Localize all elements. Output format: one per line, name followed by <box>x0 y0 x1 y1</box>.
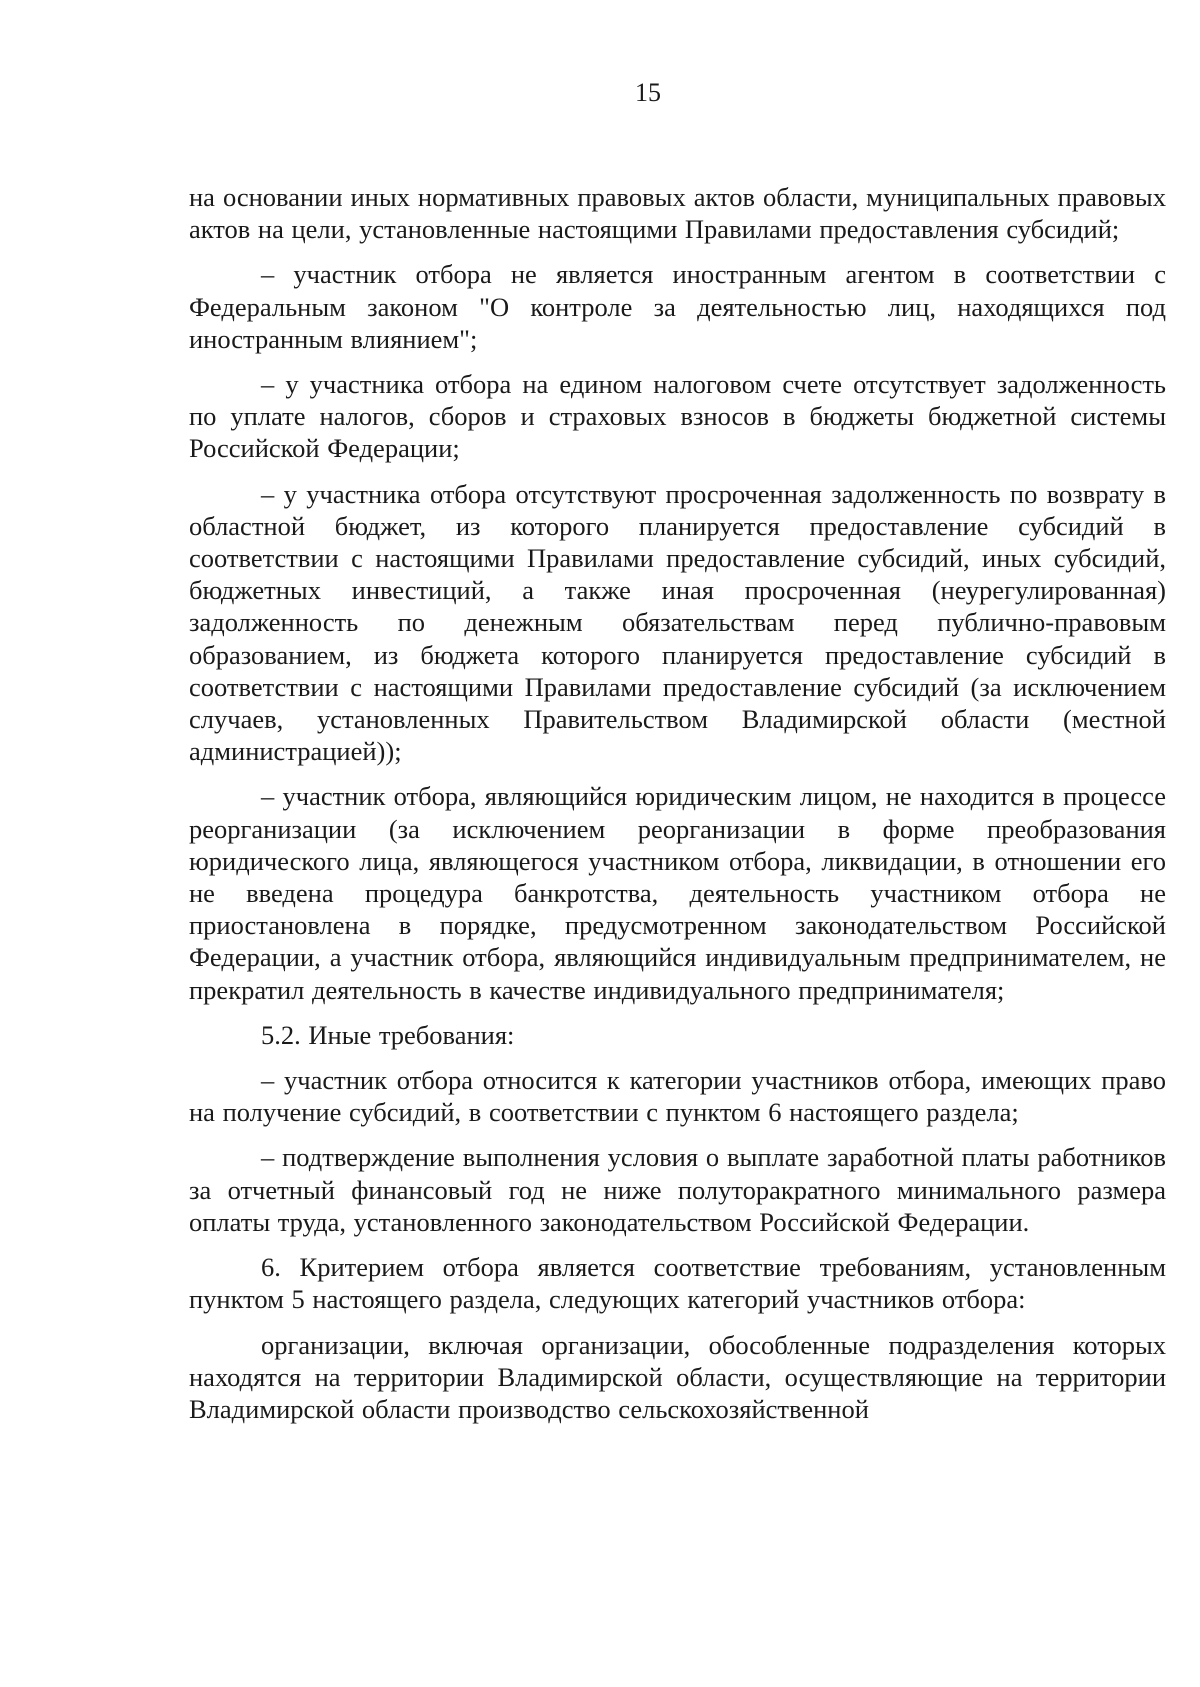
document-body <box>189 181 1166 1438</box>
paragraph: – участник отбора, являющийся юридическим лицом, не находится в процессе реорганизации (за исключением реорганизации в форме преобразования юридического лица, являющегося участником отбора, ликвидации, в отношении его не введена процедура банкротства, деятельность участником отбора не приостановлена в порядке, предусмотренном законодательством Российской Федерации, а участник отбора, являющийся индивидуальным предпринимателем, не прекратил деятельность в качестве индивидуального предпринимателя; <box>189 781 1166 1005</box>
paragraph: – участник отбора относится к категории участников отбора, имеющих право на получение субсидий, в соответствии с пунктом 6 настоящего раздела; <box>189 1065 1166 1128</box>
paragraph: – участник отбора не является иностранным агентом в соответствии с Федеральным законом "О контроле за деятельностью лиц, находящихся под иностранным влиянием"; <box>189 259 1166 354</box>
page-number <box>95 78 1105 108</box>
paragraph: 6. Критерием отбора является соответствие требованиям, установленным пунктом 5 настоящего раздела, следующих категорий участников отбора: <box>189 1252 1166 1315</box>
paragraph: – у участника отбора отсутствуют просроченная задолженность по возврату в областной бюджет, из которого планируется предоставление субсидий в соответствии с настоящими Правилами предоставление субсидий, иных субсидий, бюджетных инвестиций, а также иная просроченная (неурегулированная) задолженность по денежным обязательствам перед публично-правовым образованием, из бюджета которого планируется предоставление субсидий в соответствии с настоящими Правилами предоставление субсидий (за исключением случаев, установленных Правительством Владимирской области (местной администрацией)); <box>189 478 1166 767</box>
paragraph: – у участника отбора на едином налоговом счете отсутствует задолженность по уплате налогов, сборов и страховых взносов в бюджеты бюджетной системы Российской Федерации; <box>189 369 1166 464</box>
page-number-text: 15 <box>635 78 661 107</box>
section-heading: 5.2. Иные требования: <box>261 1019 515 1050</box>
paragraph: на основании иных нормативных правовых актов области, муниципальных правовых актов на цели, установленные настоящими Правилами предоставления субсидий; <box>189 182 1166 245</box>
paragraph: – подтверждение выполнения условия о выплате заработной платы работников за отчетный финансовый год не ниже полуторакратного минимального размера оплаты труда, установленного законодательством Российской Федерации. <box>189 1142 1166 1237</box>
paragraph: организации, включая организации, обособленные подразделения которых находятся на территории Владимирской области, осуществляющие на территории Владимирской области производство сельскохозяйственной <box>189 1329 1166 1424</box>
